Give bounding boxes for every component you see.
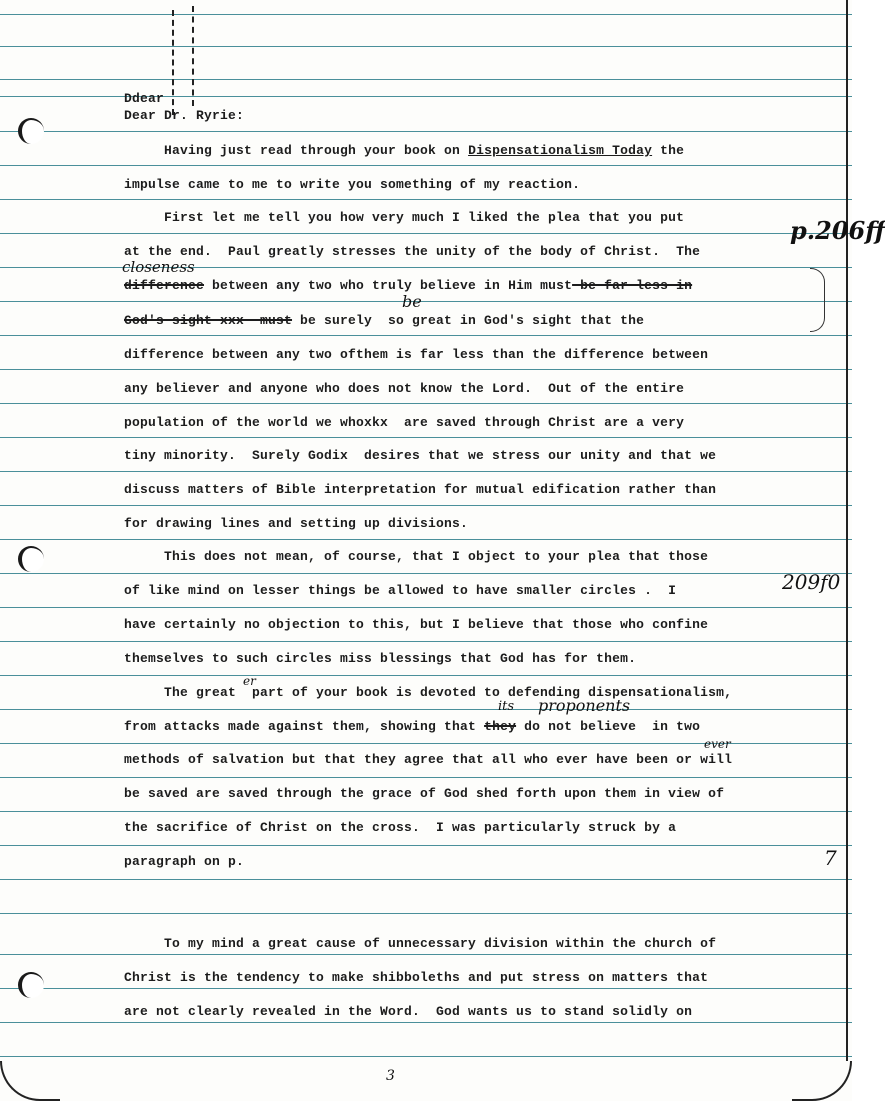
margin-page-ref: p.206ff — [790, 216, 885, 245]
struck-text: be far less in — [572, 278, 693, 293]
text-segment: between any two who truly believe in Him must — [204, 278, 573, 293]
struck-text: God's sight xxx must — [124, 313, 293, 328]
paragraph-line: First let me tell you how very much I liked the plea that you put — [164, 210, 685, 225]
paragraph-line: themselves to such circles miss blessings that God has for them. — [124, 651, 637, 666]
ruled-line — [0, 1056, 852, 1057]
ruled-line — [0, 709, 852, 710]
salutation-typo: Ddear — [124, 91, 165, 106]
page-corner — [0, 1061, 60, 1101]
ruled-line — [0, 369, 852, 370]
margin-mark — [172, 10, 174, 115]
handwritten-be: be — [402, 292, 422, 311]
ruled-line — [0, 607, 852, 608]
ruled-line — [0, 845, 852, 846]
ruled-line — [0, 954, 852, 955]
ruled-line — [0, 573, 852, 574]
ruled-line — [0, 233, 852, 234]
paragraph-line: have certainly no objection to this, but I believe that those who confine — [124, 617, 709, 632]
ruled-line — [0, 641, 852, 642]
paragraph-line: Christ is the tendency to make shibboleths and put stress on matters that — [124, 970, 709, 985]
paragraph-line: methods of salvation but that they agree that all who ever have been or will — [124, 752, 733, 767]
ruled-line — [0, 437, 852, 438]
ruled-line — [0, 913, 852, 914]
punch-hole — [18, 972, 44, 998]
paragraph-line: any believer and anyone who does not know the Lord. Out of the entire — [124, 381, 685, 396]
paragraph-line: The great part of your book is devoted to defending dispensationalism, — [164, 685, 733, 700]
handwritten-its: its — [498, 699, 515, 714]
text-segment: be surely so great in God's sight that the — [292, 313, 645, 328]
text-segment: from attacks made against them, showing that — [124, 719, 485, 734]
ruled-line — [0, 777, 852, 778]
ruled-line — [0, 505, 852, 506]
page-corner — [792, 1061, 852, 1101]
struck-text: they — [484, 719, 517, 734]
ruled-line — [0, 199, 852, 200]
ruled-line — [0, 14, 852, 15]
ruled-line — [0, 165, 852, 166]
ruled-line — [0, 79, 852, 80]
paragraph-line: for drawing lines and setting up divisions. — [124, 516, 469, 531]
ruled-line — [0, 403, 852, 404]
paragraph-line: be saved are saved through the grace of God shed forth upon them in view of — [124, 786, 725, 801]
punch-hole — [18, 118, 44, 144]
margin-page-ref: 209f0 — [782, 570, 841, 594]
paragraph-line: tiny minority. Surely Godix desires that we stress our unity and that we — [124, 448, 717, 463]
paragraph-line — [164, 143, 684, 158]
ruled-line — [0, 811, 852, 812]
ruled-line — [0, 539, 852, 540]
text-segment: the — [652, 143, 685, 158]
text-segment: do not believe in two — [516, 719, 701, 734]
handwritten-er: er — [243, 674, 256, 688]
paragraph-line: paragraph on p. — [124, 854, 245, 869]
ruled-line — [0, 1022, 852, 1023]
paragraph-line: population of the world we whoxkx are saved through Christ are a very — [124, 415, 685, 430]
paragraph-line: impulse came to me to write you something of my reaction. — [124, 177, 581, 192]
margin-bracket — [810, 268, 825, 332]
ruled-line — [0, 675, 852, 676]
paragraph-line: discuss matters of Bible interpretation for mutual edification rather than — [124, 482, 717, 497]
paragraph-line: are not clearly revealed in the Word. God wants us to stand solidly on — [124, 1004, 693, 1019]
handwritten-ever: ever — [704, 737, 731, 751]
page-edge — [846, 0, 848, 1061]
paragraph-line: of like mind on lesser things be allowed to have smaller circles . I — [124, 583, 677, 598]
handwritten-proponents: proponents — [538, 696, 631, 715]
ruled-line — [0, 131, 852, 132]
ruled-line — [0, 301, 852, 302]
paragraph-line: This does not mean, of course, that I object to your plea that those — [164, 549, 709, 564]
paragraph-line: the sacrifice of Christ on the cross. I was particularly struck by a — [124, 820, 677, 835]
paragraph-line: at the end. Paul greatly stresses the unity of the body of Christ. The — [124, 244, 701, 259]
margin-mark — [192, 6, 194, 106]
handwritten-closeness: closeness — [122, 258, 195, 276]
struck-text: difference — [124, 278, 205, 293]
ruled-line — [0, 879, 852, 880]
ruled-line — [0, 471, 852, 472]
punch-hole — [18, 546, 44, 572]
paragraph-line: difference between any two ofthem is far less than the difference between — [124, 347, 709, 362]
ruled-line — [0, 988, 852, 989]
paragraph-line — [124, 719, 700, 734]
bottom-mark: 3 — [386, 1068, 395, 1084]
book-title: Dispensationalism Today — [468, 143, 653, 158]
text-segment: Having just read through your book on — [164, 143, 469, 158]
ruled-line — [0, 335, 852, 336]
salutation: Dear Dr. Ryrie: — [124, 108, 245, 123]
ruled-line — [0, 46, 852, 47]
paragraph-line: To my mind a great cause of unnecessary division within the church of — [164, 936, 717, 951]
paragraph-line — [124, 278, 692, 293]
margin-mark-7: 7 — [824, 846, 837, 870]
paragraph-line — [124, 313, 644, 328]
